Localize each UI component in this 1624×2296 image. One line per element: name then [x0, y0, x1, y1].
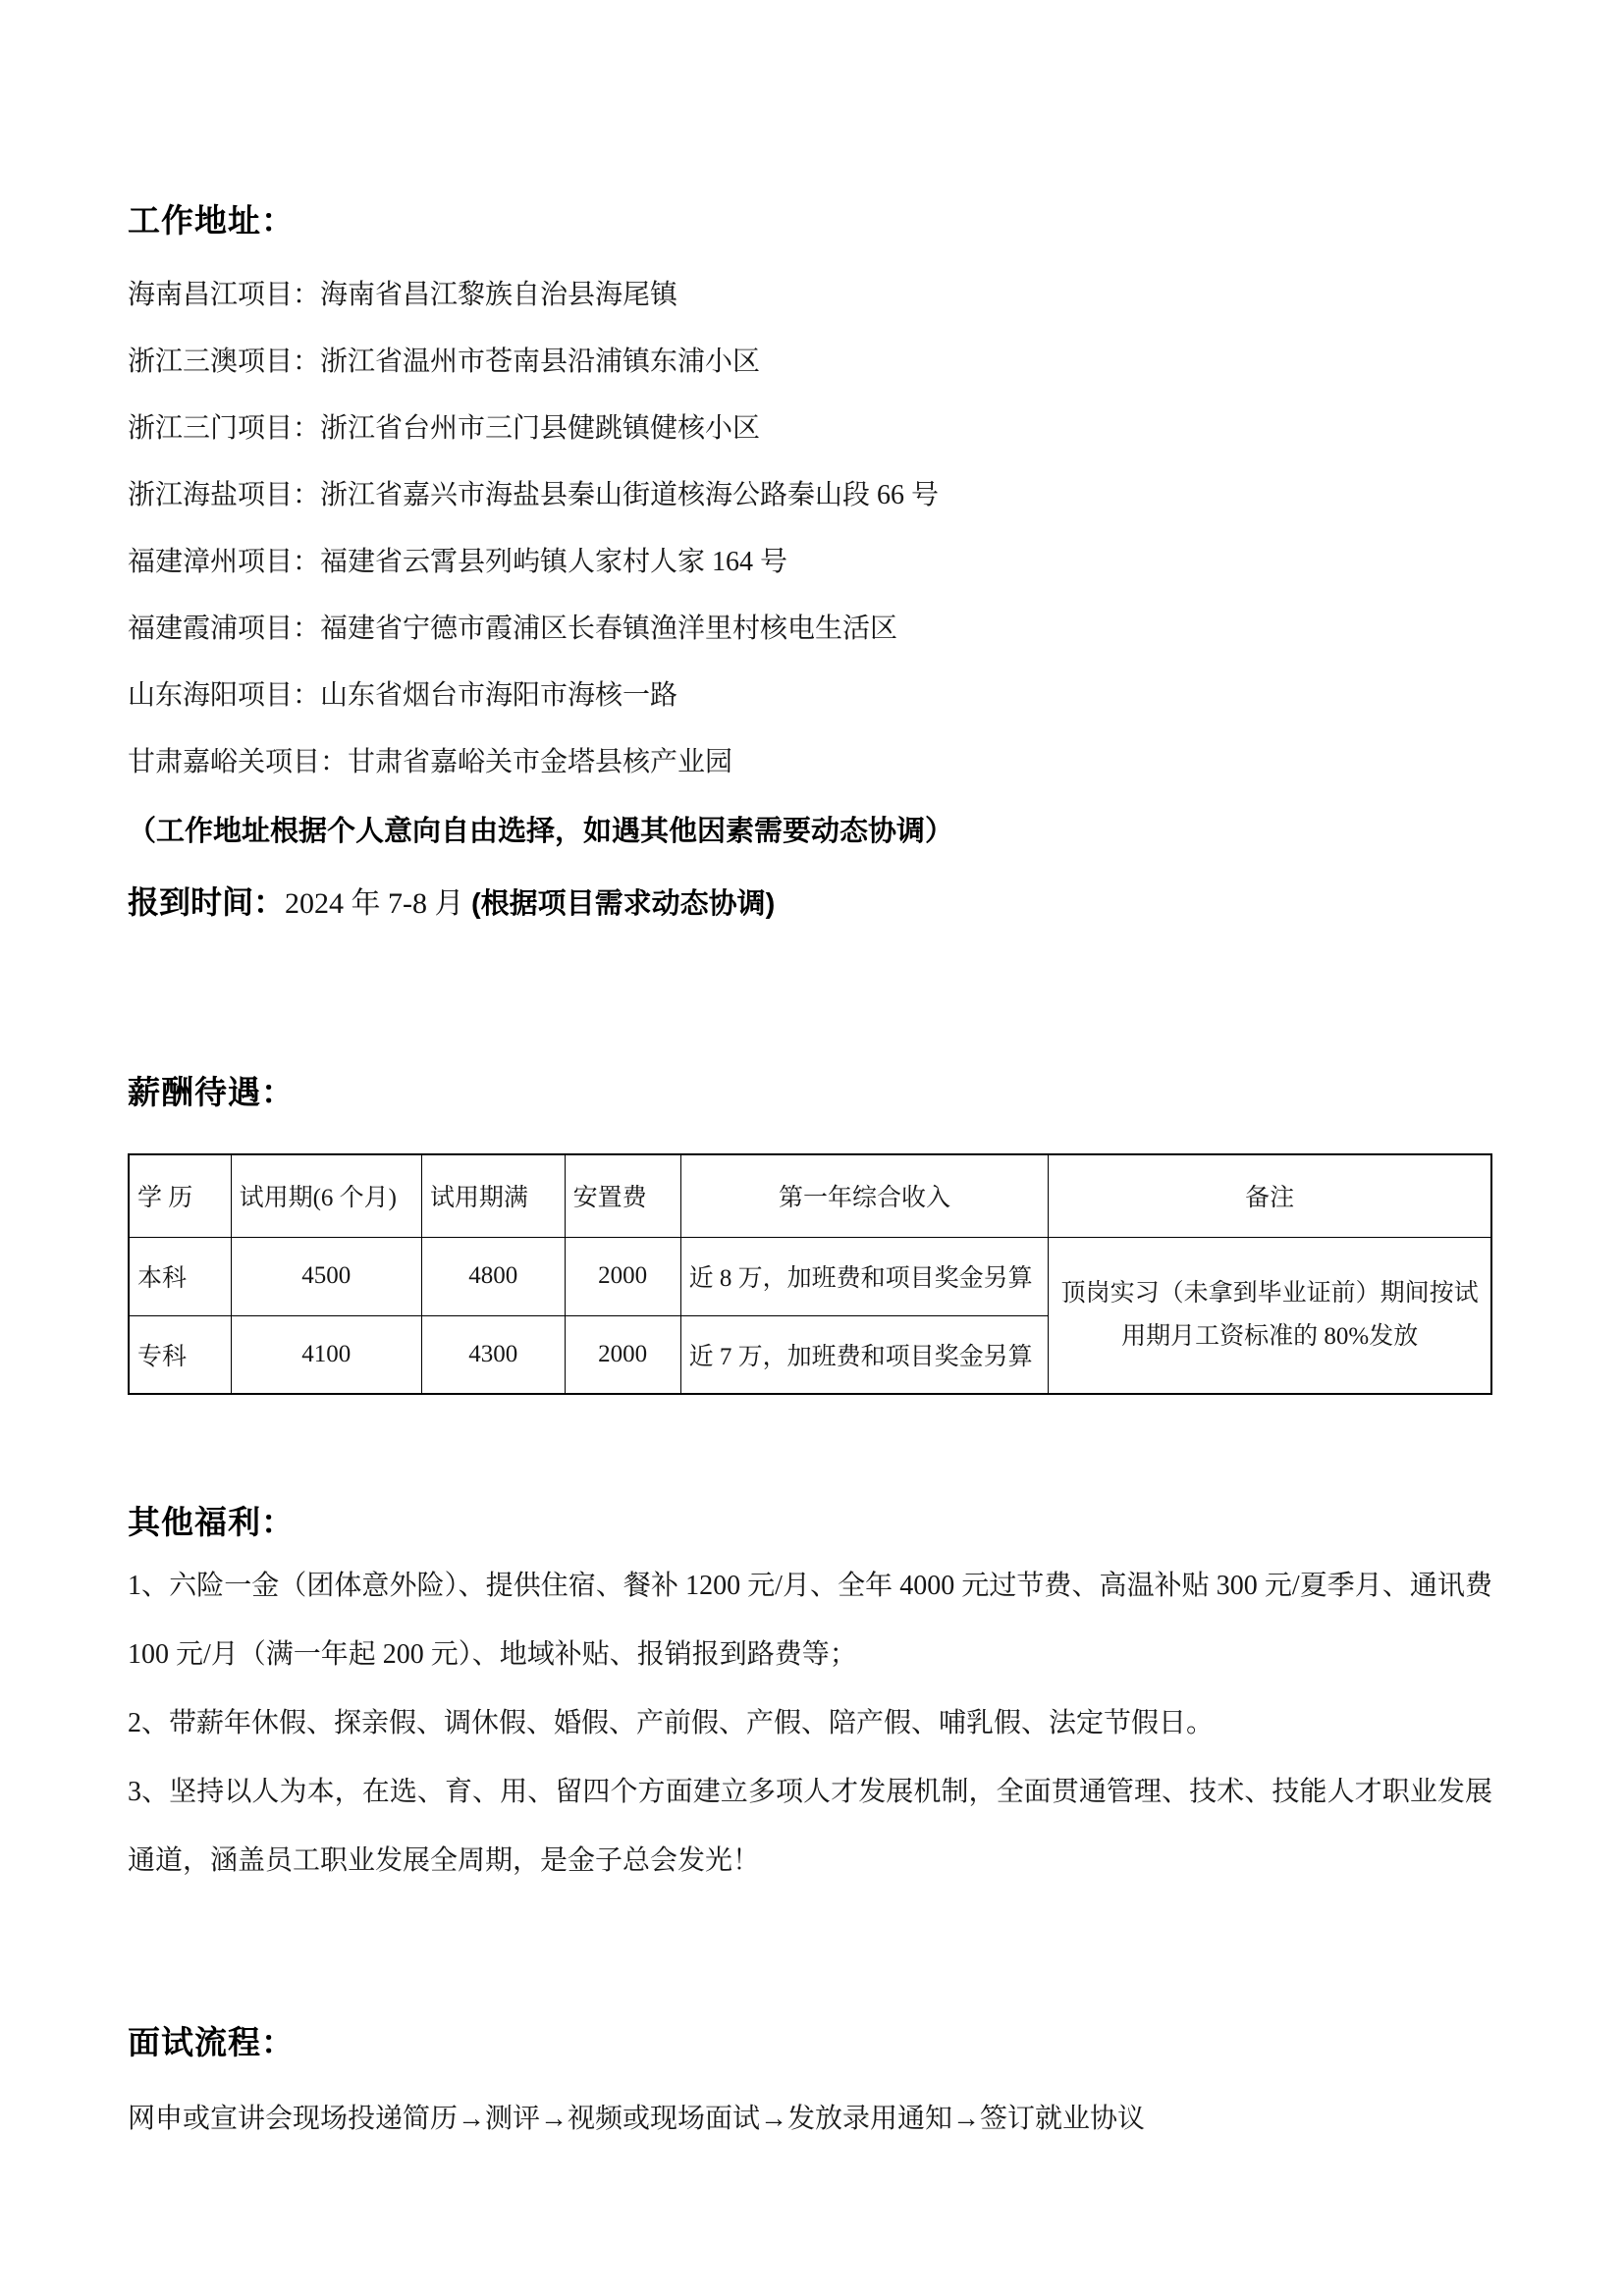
address-list [128, 276, 1492, 782]
project-name: 浙江海盐项目： [128, 480, 321, 510]
salary-table [128, 1153, 1492, 1395]
header-cell-settlement: 安置费 [565, 1154, 680, 1237]
project-name: 福建漳州项目： [128, 547, 321, 577]
report-time-label: 报到时间： [128, 884, 286, 920]
cell-trial-pay: 4500 [231, 1237, 421, 1315]
section-salary [128, 1073, 1492, 1395]
project-address: 福建省云霄县列屿镇人家村人家 164 号 [320, 547, 788, 577]
cell-income: 近 8 万，加班费和项目奖金另算 [680, 1237, 1049, 1315]
benefit-item-1: 1、六险一金（团体意外险）、提供住宿、餐补 1200 元/月、全年 4000 元过节费、高温补贴 300 元/夏季月、通讯费 100 元/月（满一年起 200 元）、地域补贴、报销报到路费等； [128, 1571, 1492, 1670]
project-name: 浙江三门项目： [128, 413, 321, 444]
project-name: 浙江三澳项目： [128, 347, 321, 377]
section-work-address [128, 201, 1492, 851]
project-name: 山东海阳项目： [128, 680, 321, 711]
header-cell-education: 学 历 [129, 1154, 231, 1237]
cell-education: 本科 [129, 1237, 231, 1315]
address-line [128, 543, 1492, 582]
header-cell-remark: 备注 [1049, 1154, 1491, 1237]
report-time-value: 2024 年 7-8 月 [285, 887, 472, 920]
cell-settlement: 2000 [565, 1237, 680, 1315]
project-address: 浙江省嘉兴市海盐县秦山街道核海公路秦山段 66 号 [320, 480, 940, 510]
interview-heading: 面试流程： [128, 2024, 295, 2060]
section-benefits [128, 1503, 1492, 1896]
cell-education: 专科 [129, 1315, 231, 1394]
address-line [128, 343, 1492, 382]
project-address: 福建省宁德市霞浦区长春镇渔洋里村核电生活区 [320, 614, 898, 644]
project-name: 甘肃嘉峪关项目： [128, 747, 349, 777]
address-line [128, 610, 1492, 649]
project-name: 海南昌江项目： [128, 280, 321, 310]
salary-table-header-row [129, 1154, 1491, 1237]
address-line [128, 676, 1492, 716]
benefits-heading: 其他福利： [128, 1504, 295, 1540]
benefit-item-3: 3、坚持以人为本，在选、育、用、留四个方面建立多项人才发展机制，全面贯通管理、技术、技能人才职业发展通道，涵盖员工职业发展全周期，是金子总会发光！ [128, 1777, 1492, 1876]
project-name: 福建霞浦项目： [128, 614, 321, 644]
project-address: 浙江省台州市三门县健跳镇健核小区 [320, 413, 761, 444]
cell-after-pay: 4800 [421, 1237, 565, 1315]
benefit-item-2: 2、带薪年休假、探亲假、调休假、婚假、产前假、产假、陪产假、哺乳假、法定节假日。 [128, 1708, 1215, 1738]
report-time-note: (根据项目需求动态协调) [471, 888, 776, 920]
address-line [128, 476, 1492, 515]
cell-income: 近 7 万，加班费和项目奖金另算 [680, 1315, 1049, 1394]
project-address: 海南省昌江黎族自治县海尾镇 [320, 280, 678, 310]
report-time-line [128, 881, 1492, 926]
table-row-bachelor [129, 1237, 1491, 1315]
header-cell-after-trial: 试用期满 [421, 1154, 565, 1237]
project-address: 甘肃省嘉峪关市金塔县核产业园 [348, 747, 733, 777]
section-interview [128, 2023, 1492, 2141]
address-line [128, 276, 1492, 315]
project-address: 山东省烟台市海阳市海核一路 [320, 680, 678, 711]
cell-trial-pay: 4100 [231, 1315, 421, 1394]
project-address: 浙江省温州市苍南县沿浦镇东浦小区 [320, 347, 761, 377]
cell-after-pay: 4300 [421, 1315, 565, 1394]
header-cell-first-year-income: 第一年综合收入 [680, 1154, 1049, 1237]
work-address-heading: 工作地址： [128, 202, 295, 239]
interview-flow-text: 网申或宣讲会现场投递简历→测评→视频或现场面试→发放录用通知→签订就业协议 [128, 2104, 1146, 2134]
header-cell-trial-period: 试用期(6 个月) [231, 1154, 421, 1237]
cell-settlement: 2000 [565, 1315, 680, 1394]
address-line [128, 743, 1492, 782]
address-line [128, 409, 1492, 449]
work-address-note: （工作地址根据个人意向自由选择，如遇其他因素需要动态协调） [128, 816, 954, 847]
salary-heading: 薪酬待遇： [128, 1074, 295, 1110]
benefits-list [128, 1552, 1492, 1896]
cell-remark: 顶岗实习（未拿到毕业证前）期间按试用期月工资标准的 80%发放 [1049, 1237, 1491, 1394]
